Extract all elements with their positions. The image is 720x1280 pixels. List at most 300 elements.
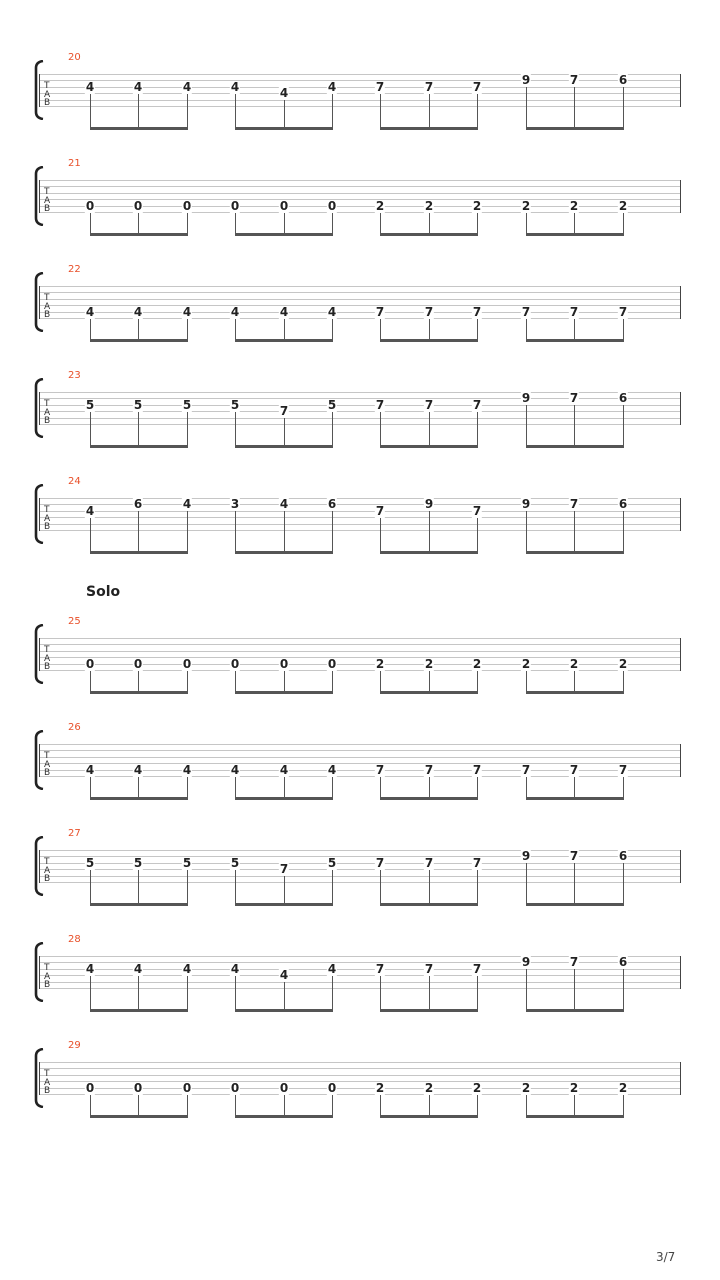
tab-string-line [39, 517, 681, 518]
note-stem [187, 777, 188, 798]
fret-number: 7 [424, 763, 434, 777]
tab-clef-letter: B [44, 1086, 51, 1096]
beam [235, 127, 333, 130]
note-stem [477, 213, 478, 234]
start-barline [39, 180, 40, 213]
note-stem [526, 213, 527, 234]
fret-number: 2 [375, 1081, 385, 1095]
tab-clef-letter: A [44, 408, 51, 418]
note-stem [332, 671, 333, 692]
fret-number: 5 [230, 856, 240, 870]
note-stem [187, 213, 188, 234]
note-stem [477, 671, 478, 692]
note-stem [429, 1095, 430, 1116]
fret-number: 4 [133, 763, 143, 777]
note-stem [526, 511, 527, 552]
bar-number: 28 [68, 934, 81, 945]
note-stem [138, 94, 139, 128]
fret-number: 7 [424, 80, 434, 94]
fret-number: 0 [182, 1081, 192, 1095]
note-stem [235, 213, 236, 234]
fret-number: 4 [85, 80, 95, 94]
note-stem [332, 777, 333, 798]
fret-number: 7 [472, 856, 482, 870]
fret-number: 4 [133, 962, 143, 976]
note-stem [138, 213, 139, 234]
fret-number: 7 [375, 398, 385, 412]
note-stem [526, 405, 527, 446]
fret-number: 0 [279, 199, 289, 213]
tab-clef-letter: B [44, 204, 51, 214]
fret-number: 7 [521, 305, 531, 319]
tab-clef-letter: T [44, 1069, 50, 1079]
bar-number: 21 [68, 158, 81, 169]
fret-number: 2 [472, 657, 482, 671]
fret-number: 4 [279, 497, 289, 511]
fret-number: 2 [472, 1081, 482, 1095]
fret-number: 9 [521, 955, 531, 969]
note-stem [574, 969, 575, 1010]
tab-string-line [39, 1068, 681, 1069]
note-stem [380, 319, 381, 340]
tab-clef-letter: A [44, 1078, 51, 1088]
tab-string-line [39, 982, 681, 983]
note-stem [332, 94, 333, 128]
fret-number: 7 [424, 398, 434, 412]
note-stem [380, 777, 381, 798]
note-stem [623, 969, 624, 1010]
note-stem [574, 511, 575, 552]
fret-number: 7 [618, 305, 628, 319]
beam [380, 551, 478, 554]
note-stem [138, 1095, 139, 1116]
end-barline [680, 74, 681, 107]
fret-number: 7 [375, 763, 385, 777]
note-stem [623, 319, 624, 340]
fret-number: 7 [521, 763, 531, 777]
end-barline [680, 498, 681, 531]
note-stem [187, 976, 188, 1010]
note-stem [623, 511, 624, 552]
beam [380, 691, 478, 694]
note-stem [138, 511, 139, 552]
fret-number: 6 [327, 497, 337, 511]
note-stem [90, 518, 91, 552]
note-stem [187, 671, 188, 692]
fret-number: 0 [327, 657, 337, 671]
beam [235, 339, 333, 342]
tab-clef-letter: B [44, 662, 51, 672]
note-stem [90, 94, 91, 128]
fret-number: 7 [472, 80, 482, 94]
tab-clef-letter: A [44, 760, 51, 770]
fret-number: 6 [618, 849, 628, 863]
fret-number: 7 [424, 962, 434, 976]
fret-number: 0 [85, 657, 95, 671]
fret-number: 5 [85, 856, 95, 870]
fret-number: 4 [327, 80, 337, 94]
note-stem [138, 319, 139, 340]
bar-number: 22 [68, 264, 81, 275]
fret-number: 2 [618, 657, 628, 671]
beam [526, 127, 624, 130]
fret-number: 4 [182, 962, 192, 976]
fret-number: 2 [521, 199, 531, 213]
fret-number: 4 [85, 962, 95, 976]
end-barline [680, 850, 681, 883]
tab-clef-letter: T [44, 857, 50, 867]
tab-string-line [39, 392, 681, 393]
fret-number: 2 [375, 199, 385, 213]
beam [380, 903, 478, 906]
fret-number: 9 [521, 849, 531, 863]
fret-number: 4 [327, 962, 337, 976]
note-stem [574, 319, 575, 340]
note-stem [526, 87, 527, 128]
tab-string-line [39, 292, 681, 293]
note-stem [380, 976, 381, 1010]
tab-string-line [39, 956, 681, 957]
note-stem [284, 418, 285, 446]
end-barline [680, 956, 681, 989]
note-stem [90, 777, 91, 798]
beam [526, 691, 624, 694]
tab-string-line [39, 757, 681, 758]
tab-clef-letter: A [44, 90, 51, 100]
fret-number: 2 [472, 199, 482, 213]
tab-clef-letter: T [44, 399, 50, 409]
tab-string-line [39, 750, 681, 751]
tab-clef-letter: B [44, 522, 51, 532]
note-stem [284, 319, 285, 340]
fret-number: 7 [424, 305, 434, 319]
end-barline [680, 638, 681, 671]
bar-number: 23 [68, 370, 81, 381]
note-stem [623, 87, 624, 128]
tab-clef-letter: A [44, 302, 51, 312]
fret-number: 4 [230, 763, 240, 777]
tab-string-line [39, 193, 681, 194]
beam [380, 445, 478, 448]
end-barline [680, 1062, 681, 1095]
fret-number: 5 [182, 856, 192, 870]
fret-number: 7 [472, 305, 482, 319]
tab-clef-letter: T [44, 187, 50, 197]
note-stem [574, 1095, 575, 1116]
beam [526, 1115, 624, 1118]
note-stem [623, 671, 624, 692]
note-stem [332, 870, 333, 904]
note-stem [623, 777, 624, 798]
fret-number: 9 [521, 497, 531, 511]
beam [235, 233, 333, 236]
note-stem [574, 405, 575, 446]
beam [235, 903, 333, 906]
tab-string-line [39, 511, 681, 512]
beam [235, 1009, 333, 1012]
tab-string-line [39, 638, 681, 639]
note-stem [380, 870, 381, 904]
beam [90, 1115, 188, 1118]
note-stem [138, 777, 139, 798]
note-stem [138, 870, 139, 904]
fret-number: 4 [85, 305, 95, 319]
note-stem [477, 412, 478, 446]
bar-number: 26 [68, 722, 81, 733]
tab-string-line [39, 1062, 681, 1063]
fret-number: 7 [569, 763, 579, 777]
note-stem [187, 511, 188, 552]
tab-clef-letter: B [44, 768, 51, 778]
fret-number: 4 [279, 305, 289, 319]
note-stem [574, 863, 575, 904]
tab-string-line [39, 74, 681, 75]
tab-string-line [39, 100, 681, 101]
note-stem [235, 319, 236, 340]
tab-clef-letter: T [44, 645, 50, 655]
tab-string-line [39, 299, 681, 300]
beam [90, 1009, 188, 1012]
fret-number: 4 [133, 80, 143, 94]
note-stem [429, 870, 430, 904]
fret-number: 7 [279, 404, 289, 418]
tab-clef-letter: A [44, 972, 51, 982]
start-barline [39, 744, 40, 777]
beam [526, 903, 624, 906]
note-stem [526, 1095, 527, 1116]
note-stem [187, 94, 188, 128]
fret-number: 0 [230, 657, 240, 671]
tab-string-line [39, 106, 681, 107]
beam [90, 339, 188, 342]
note-stem [429, 976, 430, 1010]
bar-number: 20 [68, 52, 81, 63]
note-stem [574, 777, 575, 798]
fret-number: 7 [569, 305, 579, 319]
fret-number: 0 [133, 199, 143, 213]
beam [90, 903, 188, 906]
fret-number: 0 [230, 1081, 240, 1095]
tab-string-line [39, 988, 681, 989]
tab-clef-letter: B [44, 98, 51, 108]
fret-number: 7 [472, 398, 482, 412]
note-stem [526, 671, 527, 692]
note-stem [526, 969, 527, 1010]
note-stem [574, 671, 575, 692]
fret-number: 2 [424, 199, 434, 213]
note-stem [526, 863, 527, 904]
note-stem [187, 319, 188, 340]
tab-clef-letter: T [44, 963, 50, 973]
fret-number: 2 [618, 199, 628, 213]
fret-number: 7 [375, 856, 385, 870]
tab-string-line [39, 651, 681, 652]
fret-number: 7 [569, 849, 579, 863]
note-stem [332, 976, 333, 1010]
tab-clef-letter: B [44, 980, 51, 990]
start-barline [39, 392, 40, 425]
fret-number: 4 [230, 305, 240, 319]
fret-number: 4 [279, 763, 289, 777]
fret-number: 4 [182, 80, 192, 94]
fret-number: 0 [279, 1081, 289, 1095]
end-barline [680, 392, 681, 425]
fret-number: 0 [133, 1081, 143, 1095]
note-stem [477, 518, 478, 552]
fret-number: 2 [521, 1081, 531, 1095]
fret-number: 7 [375, 504, 385, 518]
note-stem [429, 671, 430, 692]
tab-clef-letter: B [44, 310, 51, 320]
fret-number: 2 [569, 1081, 579, 1095]
fret-number: 7 [472, 504, 482, 518]
fret-number: 4 [133, 305, 143, 319]
fret-number: 7 [375, 305, 385, 319]
note-stem [574, 213, 575, 234]
fret-number: 0 [85, 1081, 95, 1095]
note-stem [380, 1095, 381, 1116]
tab-clef-letter: T [44, 293, 50, 303]
note-stem [235, 1095, 236, 1116]
note-stem [284, 100, 285, 128]
note-stem [138, 976, 139, 1010]
fret-number: 7 [472, 962, 482, 976]
note-stem [380, 671, 381, 692]
start-barline [39, 1062, 40, 1095]
fret-number: 6 [618, 497, 628, 511]
tab-string-line [39, 744, 681, 745]
note-stem [429, 94, 430, 128]
note-stem [380, 518, 381, 552]
fret-number: 4 [230, 80, 240, 94]
fret-number: 4 [182, 497, 192, 511]
note-stem [380, 213, 381, 234]
note-stem [477, 777, 478, 798]
tab-string-line [39, 186, 681, 187]
note-stem [380, 94, 381, 128]
beam [235, 797, 333, 800]
beam [90, 127, 188, 130]
note-stem [235, 94, 236, 128]
note-stem [332, 213, 333, 234]
fret-number: 6 [618, 391, 628, 405]
fret-number: 0 [182, 657, 192, 671]
tab-clef-letter: B [44, 416, 51, 426]
beam [526, 1009, 624, 1012]
fret-number: 5 [133, 398, 143, 412]
tab-string-line [39, 286, 681, 287]
fret-number: 4 [182, 763, 192, 777]
fret-number: 2 [424, 1081, 434, 1095]
beam [380, 339, 478, 342]
bar-number: 25 [68, 616, 81, 627]
start-barline [39, 74, 40, 107]
beam [235, 691, 333, 694]
note-stem [235, 870, 236, 904]
note-stem [235, 511, 236, 552]
note-stem [284, 1095, 285, 1116]
note-stem [526, 777, 527, 798]
fret-number: 2 [521, 657, 531, 671]
beam [380, 1009, 478, 1012]
fret-number: 4 [85, 504, 95, 518]
tab-clef-letter: T [44, 751, 50, 761]
tab-string-line [39, 418, 681, 419]
note-stem [332, 412, 333, 446]
beam [90, 551, 188, 554]
fret-number: 9 [521, 73, 531, 87]
note-stem [138, 412, 139, 446]
fret-number: 7 [375, 962, 385, 976]
beam [90, 445, 188, 448]
beam [380, 127, 478, 130]
fret-number: 4 [279, 968, 289, 982]
note-stem [429, 777, 430, 798]
bar-number: 29 [68, 1040, 81, 1051]
fret-number: 4 [182, 305, 192, 319]
note-stem [574, 87, 575, 128]
tab-clef-letter: T [44, 81, 50, 91]
start-barline [39, 638, 40, 671]
fret-number: 0 [230, 199, 240, 213]
beam [380, 233, 478, 236]
note-stem [332, 319, 333, 340]
tab-string-line [39, 850, 681, 851]
beam [526, 233, 624, 236]
note-stem [235, 777, 236, 798]
fret-number: 7 [569, 73, 579, 87]
beam [235, 445, 333, 448]
note-stem [90, 1095, 91, 1116]
tab-string-line [39, 644, 681, 645]
page-number: 3/7 [656, 1250, 676, 1264]
note-stem [284, 511, 285, 552]
note-stem [477, 94, 478, 128]
fret-number: 7 [618, 763, 628, 777]
beam [526, 445, 624, 448]
start-barline [39, 956, 40, 989]
note-stem [623, 1095, 624, 1116]
tab-string-line [39, 524, 681, 525]
fret-number: 7 [279, 862, 289, 876]
beam [380, 1115, 478, 1118]
start-barline [39, 498, 40, 531]
fret-number: 7 [569, 955, 579, 969]
tab-string-line [39, 1075, 681, 1076]
fret-number: 5 [182, 398, 192, 412]
fret-number: 0 [327, 1081, 337, 1095]
fret-number: 7 [472, 763, 482, 777]
fret-number: 6 [618, 73, 628, 87]
note-stem [477, 870, 478, 904]
note-stem [429, 213, 430, 234]
fret-number: 2 [618, 1081, 628, 1095]
bar-number: 24 [68, 476, 81, 487]
fret-number: 4 [327, 305, 337, 319]
fret-number: 0 [133, 657, 143, 671]
note-stem [138, 671, 139, 692]
beam [90, 233, 188, 236]
fret-number: 4 [327, 763, 337, 777]
note-stem [187, 870, 188, 904]
fret-number: 3 [230, 497, 240, 511]
fret-number: 0 [85, 199, 95, 213]
note-stem [332, 511, 333, 552]
section-label-solo: Solo [86, 584, 121, 600]
end-barline [680, 180, 681, 213]
fret-number: 6 [618, 955, 628, 969]
fret-number: 7 [375, 80, 385, 94]
